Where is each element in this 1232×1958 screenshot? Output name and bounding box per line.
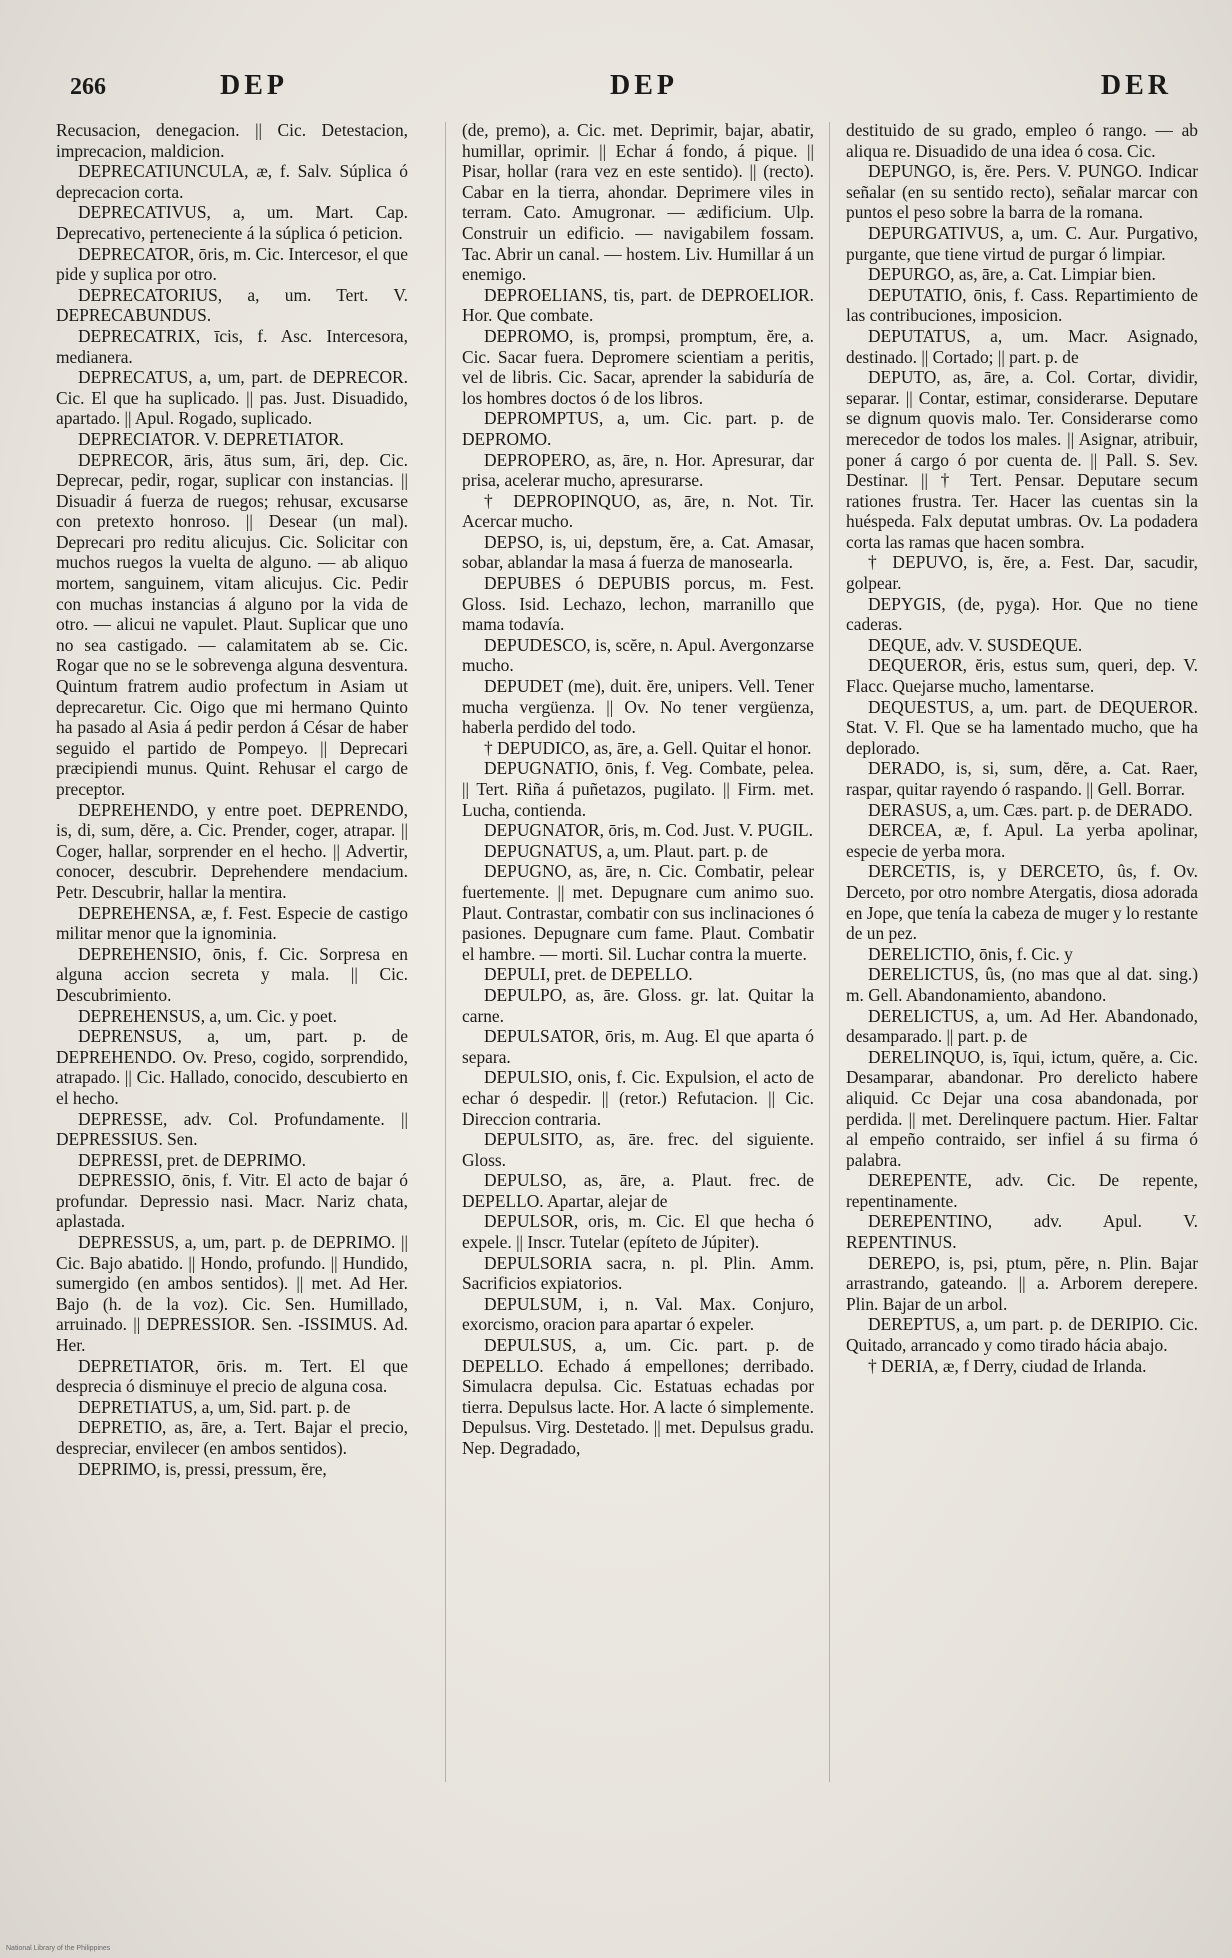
dictionary-entry: † DEPROPINQUO, as, āre, n. Not. Tir. Acercar mucho. (462, 490, 814, 532)
dictionary-entry: DEPULPO, as, āre. Gloss. gr. lat. Quitar la carne. (462, 984, 814, 1026)
dictionary-entry: DEPUGNATOR, ōris, m. Cod. Just. V. PUGIL. (484, 820, 814, 841)
dictionary-entry: DEPRECATOR, ōris, m. Cic. Intercesor, el que pide y suplica por otro. (56, 243, 408, 285)
guide-word-center: DEP (610, 70, 678, 101)
dictionary-entry: DEPUGNATUS, a, um. Plaut. part. p. de (484, 840, 769, 861)
dictionary-entry: DEPRETIO, as, āre, a. Tert. Bajar el precio, despreciar, envilecer (en ambos sentidos). (56, 1417, 408, 1458)
dictionary-entry: † DEPUDICO, as, āre, a. Gell. Quitar el honor. (484, 737, 812, 758)
dictionary-entry: DEPRENSUS, a, um, part. p. de DEPREHENDO. Ov. Preso, cogido, sorprendido, atrapado. || Cic. Hallado, conocido, descubierto en el hecho. (56, 1026, 408, 1108)
dictionary-entry: DEPUTATUS, a, um. Macr. Asignado, destinado. || Cortado; || part. p. de (846, 325, 1198, 367)
dictionary-entry: DEPREHENSA, æ, f. Fest. Especie de castigo militar menor que la ignominia. (56, 902, 408, 944)
dictionary-entry: Recusacion, denegacion. || Cic. Detestacion, imprecacion, maldicion. (56, 120, 408, 161)
dictionary-entry: DEPRECATUS, a, um, part. de DEPRECOR. Cic. El que ha suplicado. || pas. Just. Disuadido, apartado. || Apul. Rogado, suplicado. (56, 367, 408, 429)
dictionary-entry: DEPULSATOR, ōris, m. Aug. El que aparta ó separa. (462, 1026, 814, 1067)
dictionary-entry: DEPREHENSUS, a, um. Cic. y poet. (78, 1005, 337, 1026)
dictionary-entry: DERADO, is, si, sum, dĕre, a. Cat. Raer, raspar, quitar rayendo ó raspando. || Gell. Borrar. (846, 758, 1198, 799)
dictionary-entry: DEQUEROR, ĕris, estus sum, queri, dep. V. Flacc. Quejarse mucho, lamentarse. (846, 655, 1198, 697)
guide-word-right: DER (1100, 70, 1172, 101)
dictionary-entry: DEPRIMO, is, pressi, pressum, ĕre, (78, 1458, 327, 1479)
dictionary-entry: DEPRESSE, adv. Col. Profundamente. || DEPRESSIUS. Sen. (56, 1108, 408, 1150)
dictionary-entry: DEPRECATIUNCULA, æ, f. Salv. Súplica ó deprecacion corta. (56, 161, 408, 202)
dictionary-entry: DEPULSOR, oris, m. Cic. El que hecha ó expele. || Inscr. Tutelar (epíteto de Júpiter). (462, 1211, 814, 1253)
dictionary-entry: DEPROELIANS, tis, part. de DEPROELIOR. Hor. Que combate. (462, 284, 814, 326)
dictionary-entry: DEPROMPTUS, a, um. Cic. part. p. de DEPROMO. (462, 408, 814, 449)
dictionary-entry: DEPYGIS, (de, pyga). Hor. Que no tiene caderas. (846, 593, 1198, 635)
dictionary-entry: DEPRECATRIX, īcis, f. Asc. Intercesora, medianera. (56, 325, 408, 367)
dictionary-entry: DEPUTO, as, āre, a. Col. Cortar, dividir, separar. || Contar, estimar, considerarse. Deputare se dignum quovis malo. Ter. Considerarse como merecedor de todos los males. || Asignar, atribuir, poner á cargo ó por cuenta de. || Pall. S. Sev. Destinar. || † Tert. Pensar. Deputare secum rationes frustra. Ter. Hacer las cuentas sin la huéspeda. Falx deputat umbras. Ov. La podadera corta las ramas que hacen sombra. (846, 367, 1198, 552)
dictionary-entry: DEPRETIATOR, ōris. m. Tert. El que desprecia ó disminuye el precio de alguna cosa. (56, 1355, 408, 1397)
dictionary-entry: DEPULSITO, as, āre. frec. del siguiente. Gloss. (462, 1129, 814, 1170)
dictionary-entry: DEPULSO, as, āre, a. Plaut. frec. de DEPELLO. Apartar, alejar de (462, 1170, 814, 1211)
column-1 (56, 120, 408, 1780)
column-3 (846, 120, 1198, 1780)
dictionary-entry: DEQUE, adv. V. SUSDEQUE. (868, 634, 1083, 655)
dictionary-entry: DEPRECATORIUS, a, um. Tert. V. DEPRECABUNDUS. (56, 284, 408, 326)
dictionary-entry: DEPULSIO, onis, f. Cic. Expulsion, el acto de echar ó despedir. || (retor.) Refutacion. || Cic. Direccion contraria. (462, 1067, 814, 1129)
dictionary-entry: DERELICTUS, ûs, (no mas que al dat. sing.) m. Gell. Abandonamiento, abandono. (846, 964, 1198, 1005)
dictionary-entry: DERCEA, æ, f. Apul. La yerba apolinar, especie de yerba mora. (846, 820, 1198, 861)
guide-word-left: DEP (220, 70, 288, 101)
dictionary-entry: DEPRETIATUS, a, um, Sid. part. p. de (78, 1396, 351, 1417)
dictionary-entry: DERASUS, a, um. Cæs. part. p. de DERADO. (868, 799, 1193, 820)
dictionary-entry: DEREPO, is, psi, ptum, pĕre, n. Plin. Bajar arrastrando, gateando. || a. Arborem derepere. Plin. Bajar de un arbol. (846, 1252, 1198, 1314)
dictionary-entry: DEPUBES ó DEPUBIS porcus, m. Fest. Gloss. Isid. Lechazo, lechon, marranillo que mama todavía. (462, 573, 814, 635)
dictionary-entry: DEPRESSUS, a, um, part. p. de DEPRIMO. || Cic. Bajo abatido. || Hondo, profundo. || Hundido, sumergido (en ambos sentidos). || met. Ad Her. Bajo (h. de la voz). Cic. Sen. Humillado, arruinado. || DEPRESSIOR. Sen. -ISSIMUS. Ad. Her. (56, 1232, 408, 1356)
column-rule (829, 122, 830, 1782)
page-number: 266 (70, 74, 106, 100)
dictionary-entry: DEPREHENDO, y entre poet. DEPRENDO, is, di, sum, dĕre, a. Cic. Prender, coger, atrapar. || Coger, hallar, sorprender en el hecho. || Advertir, conocer, descubrir. Deprehendere mendacium. Petr. Descubrir, hallar la mentira. (56, 799, 408, 902)
dictionary-entry: DEPREHENSIO, ōnis, f. Cic. Sorpresa en alguna accion secreta y mala. || Cic. Descubrimiento. (56, 943, 408, 1005)
page-header (70, 70, 1172, 116)
dictionary-entry: DERELICTIO, ōnis, f. Cic. y (868, 943, 1073, 964)
dictionary-entry: DEPUTATIO, ōnis, f. Cass. Repartimiento de las contribuciones, imposicion. (846, 284, 1198, 326)
dictionary-entry: DEPRECOR, āris, ātus sum, āri, dep. Cic. Deprecar, pedir, rogar, suplicar con instancias. || Disuadir á fuerza de ruegos; rehusar, excusarse con pretexto honroso. || Desear (un mal). Deprecari pro reditu alicujus. Cic. Solicitar con muchos ruegos la vuelta de alguno. — ab aliquo mortem, sanguinem, vitam alicujus. Cic. Pedir con muchas instancias á alguno por la vida de otro. — alicui ne vapulet. Plaut. Suplicar que uno no sea castigado. — calamitatem ab se. Cic. Rogar que no se le sobrevenga alguna desventura. Quintum fratrem audio profectum in Asiam ut deprecaretur. Cic. Oigo que mi hermano Quinto ha pasado al Asia á pedir perdon á César de haber seguido el partido de Pompeyo. || Deprecari præcipiendi munus. Quint. Rehusar el cargo de preceptor. (56, 449, 408, 799)
dictionary-entry: DEPRESSIO, ōnis, f. Vitr. El acto de bajar ó profundar. Depressio nasi. Macr. Nariz chata, aplastada. (56, 1170, 408, 1232)
dictionary-entry: DEPROMO, is, prompsi, promptum, ĕre, a. Cic. Sacar fuera. Depromere scientiam a peritis, vel de libris. Cic. Sacar, aprender la sabiduría de los hombres doctos ó de los libros. (462, 325, 814, 408)
dictionary-entry: DERELINQUO, is, īqui, ictum, quĕre, a. Cic. Desamparar, abandonar. Pro derelicto habere aliquid. Cc Dejar una cosa abandonada, por perdida. || met. Derelinquere pactum. Hier. Faltar al empeño contraido, ser infiel á su firma ó palabra. (846, 1046, 1198, 1170)
dictionary-entry: DEPRESSI, pret. de DEPRIMO. (78, 1149, 307, 1170)
dictionary-entry: DEPRECIATOR. V. DEPRETIATOR. (78, 428, 344, 449)
dictionary-entry: destituido de su grado, empleo ó rango. — ab aliqua re. Disuadido de una idea ó cosa. Cic. (846, 120, 1198, 161)
column-rule (445, 122, 446, 1782)
dictionary-entry: DEPROPERO, as, āre, n. Hor. Apresurar, dar prisa, acelerar mucho, apresurarse. (462, 449, 814, 491)
dictionary-entry: † DERIA, æ, f Derry, ciudad de Irlanda. (868, 1355, 1147, 1376)
dictionary-entry: DEPUGNATIO, ōnis, f. Veg. Combate, pelea. || Tert. Riña á puñetazos, pugilato. || Firm. met. Lucha, contienda. (462, 758, 814, 820)
dictionary-entry: DEPULSUM, i, n. Val. Max. Conjuro, exorcismo, oracion para apartar ó expeler. (462, 1293, 814, 1335)
dictionary-entry: DEREPENTE, adv. Cic. De repente, repentinamente. (846, 1170, 1198, 1211)
dictionary-entry: (de, premo), a. Cic. met. Deprimir, bajar, abatir, humillar, oprimir. || Echar á fondo, á pique. || Pisar, hollar (rara vez en este sentido). || (recto). Cabar en la tierra, ahondar. Deprimere viles in terram. Cato. Amugronar. — ædificium. Ulp. Construir un edificio. — navigabilem fossam. Tac. Abrir un canal. — hostem. Liv. Humillar á un enemigo. (462, 120, 814, 285)
dictionary-entry: DEPULSORIA sacra, n. pl. Plin. Amm. Sacrificios expiatorios. (462, 1252, 814, 1294)
dictionary-entry: DERCETIS, is, y DERCETO, ûs, f. Ov. Derceto, por otro nombre Atergatis, diosa adorada en Jope, que tenía la cabeza de muger y lo restante de un pez. (846, 861, 1198, 944)
column-2 (462, 120, 814, 1780)
dictionary-entry: † DEPUVO, is, ĕre, a. Fest. Dar, sacudir, golpear. (846, 552, 1198, 594)
dictionary-entry: DEPURGO, as, āre, a. Cat. Limpiar bien. (868, 264, 1156, 285)
dictionary-entry: DEPULI, pret. de DEPELLO. (484, 964, 693, 985)
dictionary-entry: DEPSO, is, ui, depstum, ĕre, a. Cat. Amasar, sobar, ablandar la masa á fuerza de manosearla. (462, 531, 814, 573)
dictionary-entry: DEPUDET (me), duit. ĕre, unipers. Vell. Tener mucha vergüenza. || Ov. No tener vergüenza, haberla perdido del todo. (462, 676, 814, 738)
dictionary-entry: DEPULSUS, a, um. Cic. part. p. de DEPELLO. Echado á empellones; derribado. Simulacra depulsa. Cic. Estatuas echadas por tierra. Depulsus lacte. Hor. A lacte ó simplemente. Depulsus. Virg. Destetado. || met. Depulsus gradu. Nep. Degradado, (462, 1335, 814, 1458)
dictionary-entry: DEPRECATIVUS, a, um. Mart. Cap. Deprecativo, perteneciente á la súplica ó peticion. (56, 202, 408, 243)
dictionary-entry: DERELICTUS, a, um. Ad Her. Abandonado, desamparado. || part. p. de (846, 1005, 1198, 1047)
dictionary-entry: DEREPTUS, a, um part. p. de DERIPIO. Cic. Quitado, arrancado y como tirado hácia abajo. (846, 1314, 1198, 1356)
dictionary-entry: DEPUGNO, as, āre, n. Cic. Combatir, pelear fuertemente. || met. Depugnare cum animo suo. Plaut. Contrastar, combatir con sus inclinaciones ó pasiones. Depugnare cum fame. Plaut. Combatir el hambre. — morti. Sil. Luchar contra la muerte. (462, 861, 814, 964)
dictionary-entry: DEQUESTUS, a, um. part. de DEQUEROR. Stat. V. Fl. Que se ha lamentado mucho, que ha deplorado. (846, 696, 1198, 758)
scan-footer: National Library of the Philippines (6, 1945, 111, 1952)
dictionary-entry: DEREPENTINO, adv. Apul. V. REPENTINUS. (846, 1211, 1198, 1253)
dictionary-entry: DEPURGATIVUS, a, um. C. Aur. Purgativo, purgante, que tiene virtud de purgar ó limpiar. (846, 222, 1198, 264)
dictionary-entry: DEPUNGO, is, ĕre. Pers. V. PUNGO. Indicar señalar (en su sentido recto), señalar marcar con puntos el peso sobre la barra de la romana. (846, 161, 1198, 223)
dictionary-entry: DEPUDESCO, is, scĕre, n. Apul. Avergonzarse mucho. (462, 634, 814, 676)
